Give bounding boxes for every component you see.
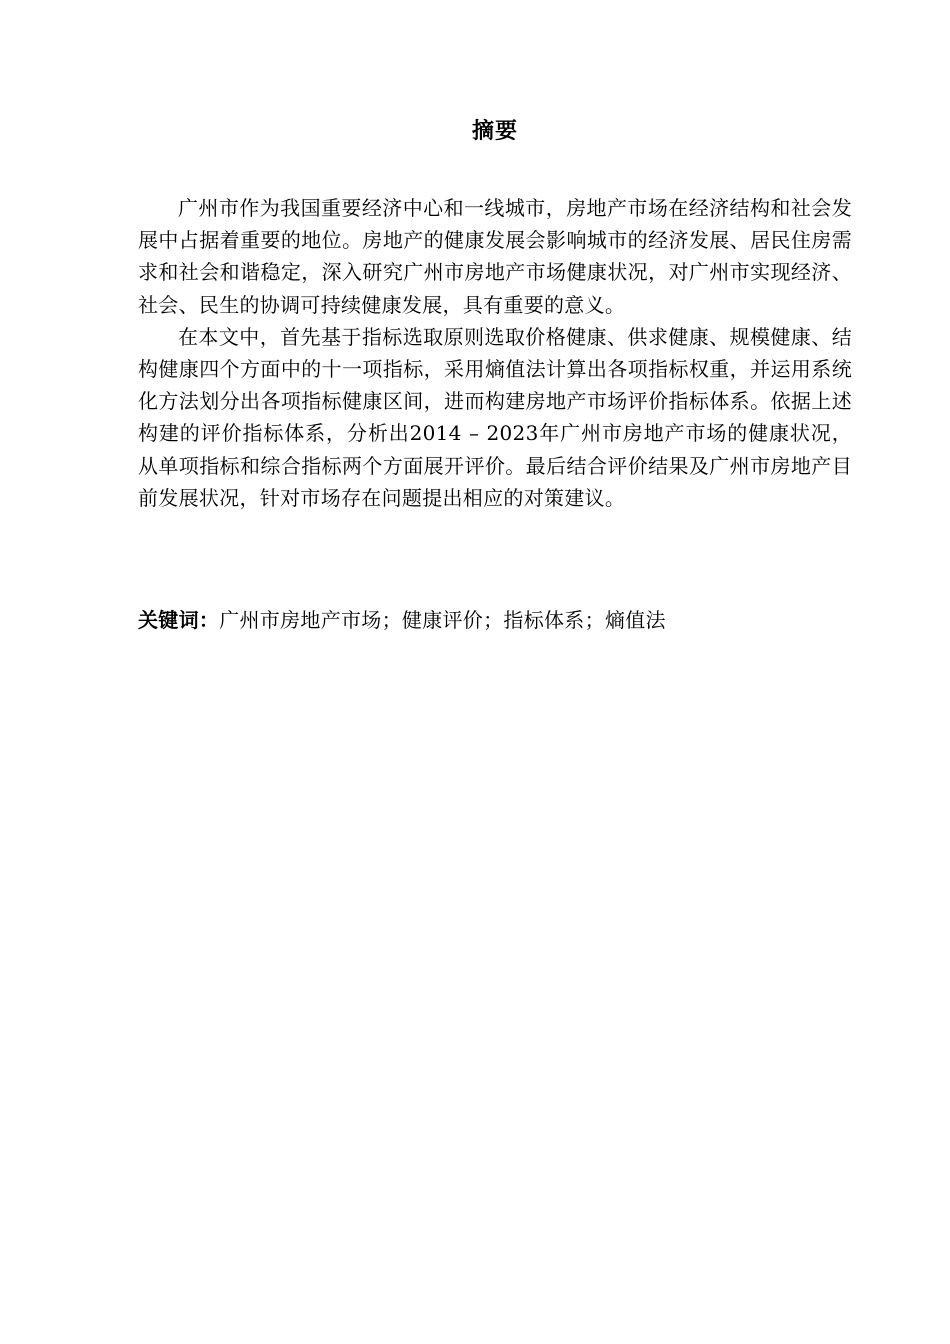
keywords-line (138, 604, 852, 636)
abstract-title: 摘要 (471, 119, 518, 144)
keywords-text: 广州市房地产市场；健康评价；指标体系；熵值法 (219, 608, 666, 632)
abstract-body (138, 192, 852, 514)
abstract-paragraph-1: 广州市作为我国重要经济中心和一线城市，房地产市场在经济结构和社会发展中占据着重要的地位。房地产的健康发展会影响城市的经济发展、居民住房需求和社会和谐稳定，深入研究广州市房地产市场健康状况，对广州市实现经济、社会、民生的协调可持续健康发展，具有重要的意义。 (138, 196, 852, 317)
abstract-paragraph-2: 在本文中，首先基于指标选取原则选取价格健康、供求健康、规模健康、结构健康四个方面中的十一项指标，采用熵值法计算出各项指标权重，并运用系统化方法划分出各项指标健康区间，进而构建房地产市场评价指标体系。依据上述构建的评价指标体系，分析出2014 – 2023年广州市房地产市场的健康状况，从单项指标和综合指标两个方面展开评价。最后结合评价结果及广州市房地产目前发展状况，针对市场存在问题提出相应的对策建议。 (138, 324, 852, 510)
keywords-label: 关键词： (138, 608, 220, 632)
